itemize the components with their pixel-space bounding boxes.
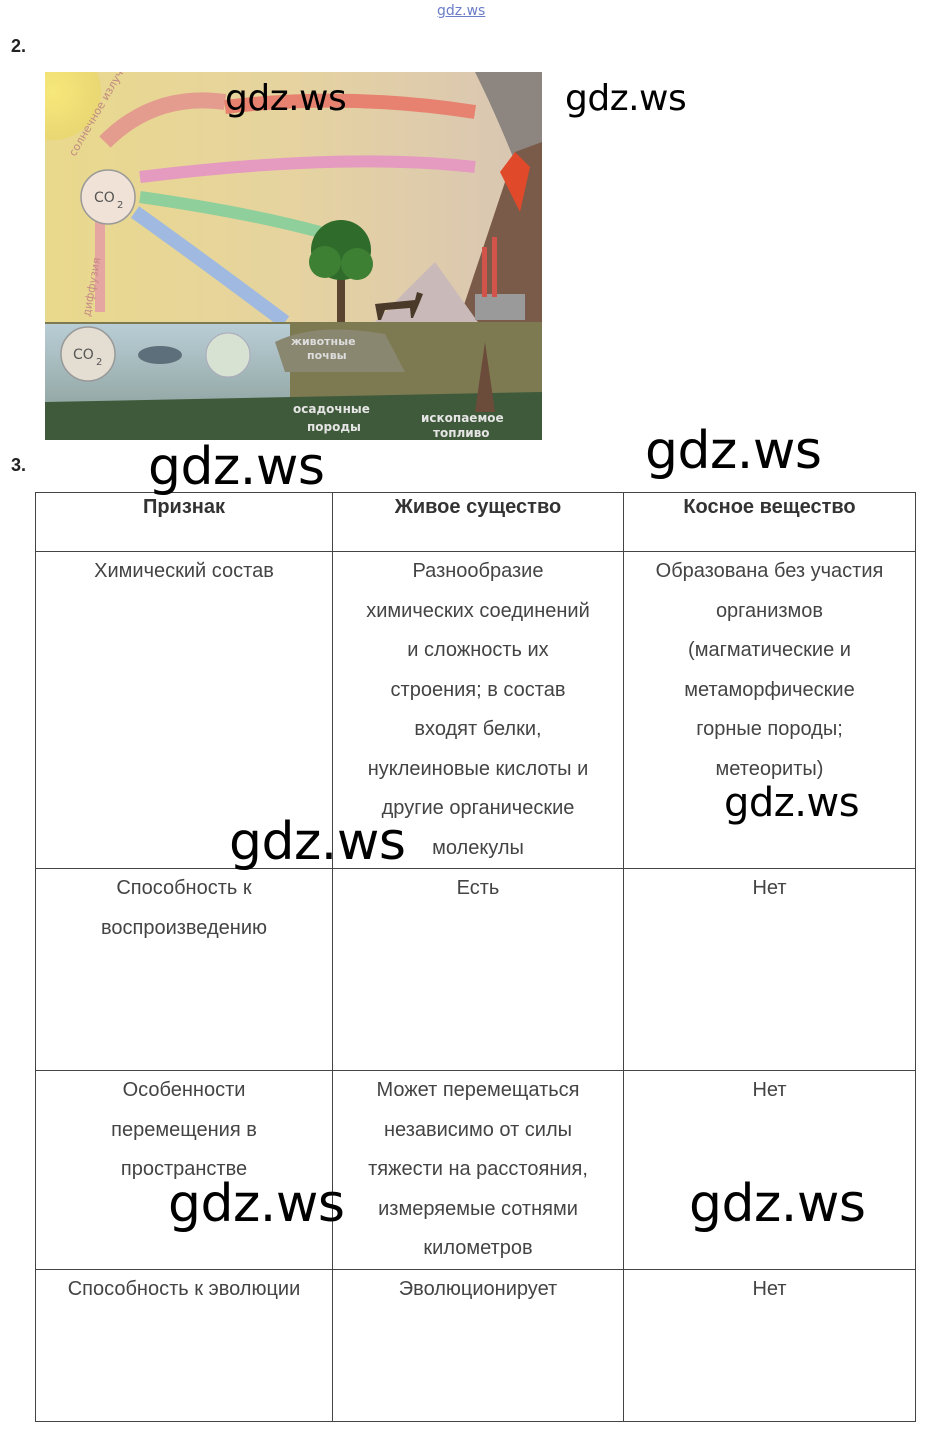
cell-line: Особенности [122, 1079, 246, 1101]
table-row [36, 869, 916, 1071]
cell-line: перемещения в [111, 1118, 257, 1141]
cell-line: Разнообразие [412, 560, 544, 582]
cell-line: измеряемые сотнями [378, 1197, 578, 1220]
cell-line: организмов [715, 599, 824, 622]
cell-line: горные породы; [696, 718, 843, 740]
watermark: gdz.ws [225, 78, 347, 119]
table-cell-feature [36, 1071, 333, 1270]
cell-line: другие органические [381, 797, 575, 819]
watermark: gdz.ws [689, 1174, 866, 1234]
table-cell-feature [36, 1269, 333, 1421]
cell-line: строения; в состав [390, 678, 566, 701]
cell-line: Нет [752, 1079, 787, 1101]
fossil-label: ископаемое [421, 411, 504, 425]
table-cell-living [333, 869, 624, 1071]
table-cell-living [333, 1071, 624, 1270]
task-number-2: 2. [11, 36, 27, 56]
sedimentary-label: осадочные [293, 402, 370, 416]
cell-line: молекулы [432, 836, 524, 859]
task-number-3: 3. [11, 455, 27, 475]
cell-line: тяжести на расстояния, [368, 1158, 588, 1180]
cell-line: Способность к эволюции [67, 1277, 301, 1300]
co2-bottom-label: CO [73, 347, 94, 363]
chimney-2 [492, 237, 497, 297]
rocks-label: породы [307, 420, 361, 434]
cell-line: Способность к [116, 877, 252, 899]
chimney-1 [482, 247, 487, 297]
cell-line: Может перемещаться [376, 1079, 580, 1101]
cell-line: Нет [752, 1277, 787, 1300]
plankton-shape [206, 333, 250, 377]
cell-line: метеориты) [715, 757, 824, 780]
animals-label: животные [291, 335, 356, 348]
watermark: gdz.ws [565, 78, 687, 119]
cell-line: Химический состав [94, 560, 274, 582]
cell-line: и сложность их [407, 639, 549, 661]
diffusion-label: диффузия [80, 256, 104, 318]
cell-line: воспроизведению [100, 916, 268, 939]
carbon-cycle-figure [45, 72, 542, 440]
cell-line: Эволюционирует [398, 1277, 558, 1300]
watermark: gdz.ws [229, 812, 406, 872]
table-cell-inert [624, 1071, 916, 1270]
comparison-table [35, 492, 916, 1422]
table-cell-inert [624, 869, 916, 1071]
cell-line: метаморфические [684, 678, 855, 701]
site-link[interactable]: gdz.ws [437, 3, 486, 19]
header-living: Живое существо [333, 493, 624, 552]
header-inert: Косное вещество [624, 493, 916, 552]
cell-line: Образована без участия [655, 560, 884, 582]
watermark: gdz.ws [168, 1174, 345, 1234]
cell-line: нуклеиновые кислоты и [367, 757, 589, 780]
svg-text:2: 2 [117, 200, 124, 211]
co2-top-label: CO [94, 190, 115, 206]
header-feature: Признак [36, 493, 333, 552]
cell-line: независимо от силы [383, 1118, 573, 1141]
cell-line: Есть [456, 877, 500, 899]
cell-line: Нет [752, 877, 787, 899]
cell-line: километров [423, 1237, 533, 1259]
watermark: gdz.ws [724, 780, 860, 826]
table-cell-living [333, 1269, 624, 1421]
fish-shape [138, 346, 182, 364]
table-row [36, 1269, 916, 1421]
cell-line: (магматические и [688, 639, 851, 661]
table-cell-feature [36, 869, 333, 1071]
cell-line: химических соединений [366, 599, 590, 622]
svg-text:2: 2 [96, 357, 103, 368]
watermark: gdz.ws [148, 437, 325, 497]
factory-shape [475, 294, 525, 320]
table-row [36, 1071, 916, 1270]
cell-line: входят белки, [414, 718, 542, 740]
watermark: gdz.ws [645, 421, 822, 481]
table-cell-inert [624, 1269, 916, 1421]
fuel-label: топливо [433, 426, 490, 440]
table-header-row [36, 493, 916, 552]
soils-label: почвы [307, 349, 347, 362]
cell-line: пространстве [120, 1158, 248, 1180]
